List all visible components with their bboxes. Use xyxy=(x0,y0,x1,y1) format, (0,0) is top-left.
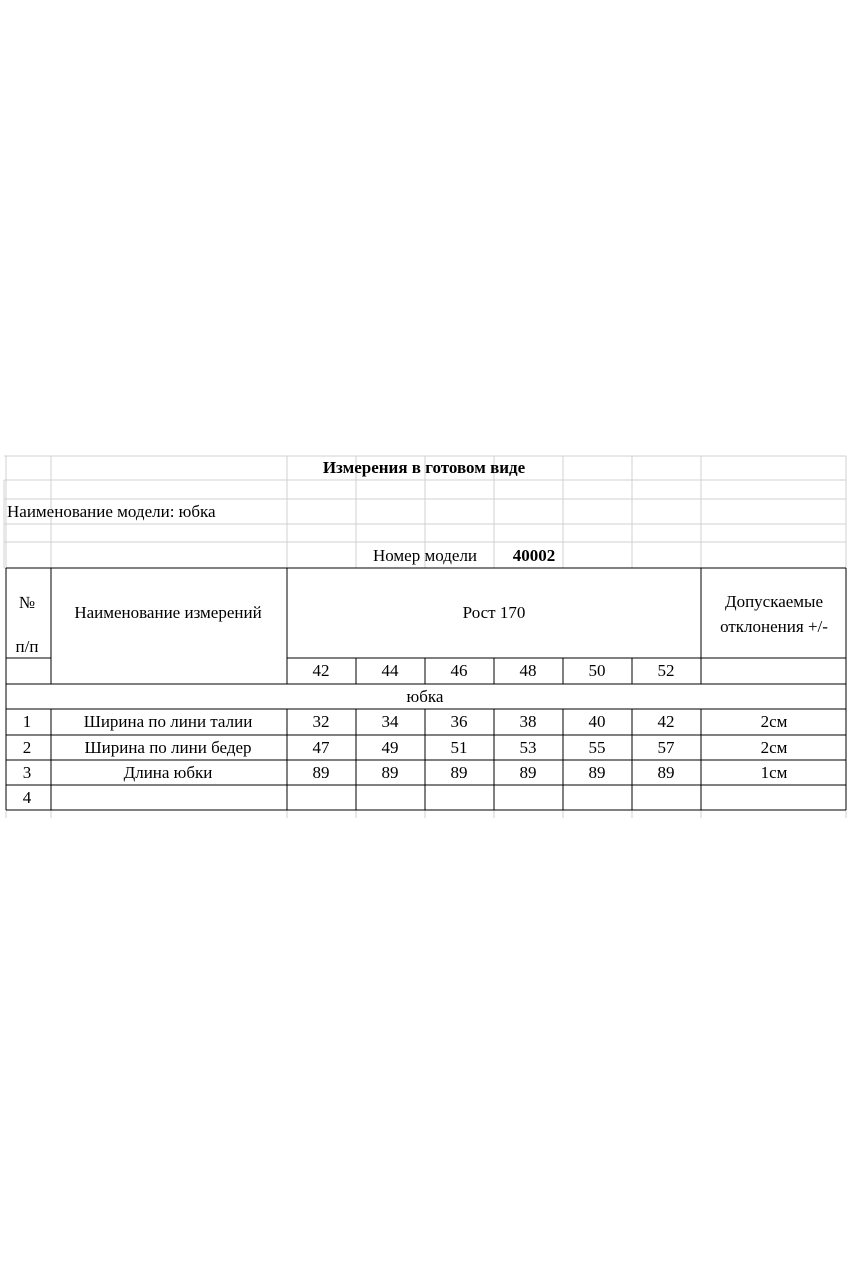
row-value: 89 xyxy=(381,763,399,782)
row-name: Ширина по лини бедер xyxy=(84,738,252,757)
row-value: 32 xyxy=(312,712,330,731)
row-num: 1 xyxy=(22,712,32,731)
row-num: 3 xyxy=(22,763,32,782)
row-value: 49 xyxy=(381,738,399,757)
row-value: 40 xyxy=(588,712,606,731)
size-44: 44 xyxy=(381,661,399,680)
row-value: 89 xyxy=(519,763,537,782)
size-48: 48 xyxy=(519,661,537,680)
row-num: 2 xyxy=(22,738,32,757)
row-value: 51 xyxy=(450,738,468,757)
header-num: № xyxy=(18,593,36,612)
row-num: 4 xyxy=(22,788,32,807)
row-tolerance: 2см xyxy=(760,712,788,731)
row-tolerance: 2см xyxy=(760,738,788,757)
row-name: Ширина по лини талии xyxy=(83,712,253,731)
row-value: 57 xyxy=(657,738,675,757)
row-name: Длина юбки xyxy=(123,763,213,782)
row-value: 38 xyxy=(519,712,537,731)
row-value: 55 xyxy=(588,738,606,757)
header-tolerance-line2: отклонения +/- xyxy=(720,617,828,636)
model-number-label: Номер модели xyxy=(372,546,478,565)
row-value: 89 xyxy=(588,763,606,782)
row-value: 47 xyxy=(312,738,330,757)
row-value: 36 xyxy=(450,712,468,731)
header-height: Рост 170 xyxy=(462,603,526,622)
row-value: 89 xyxy=(657,763,675,782)
sheet-title: Измерения в готовом виде xyxy=(322,458,526,477)
header-tolerance-line1: Допускаемые xyxy=(724,592,824,611)
header-measure-name: Наименование измерений xyxy=(74,603,262,622)
row-tolerance: 1см xyxy=(760,763,788,782)
row-value: 42 xyxy=(657,712,675,731)
row-value: 53 xyxy=(519,738,537,757)
model-name-label: Наименование модели: юбка xyxy=(7,502,216,521)
size-50: 50 xyxy=(588,661,606,680)
model-number: 40002 xyxy=(512,546,556,565)
row-value: 89 xyxy=(450,763,468,782)
row-value: 34 xyxy=(381,712,399,731)
row-value: 89 xyxy=(312,763,330,782)
header-num-sub: п/п xyxy=(15,637,39,656)
section-label: юбка xyxy=(406,687,444,706)
size-42: 42 xyxy=(312,661,330,680)
size-52: 52 xyxy=(657,661,675,680)
size-46: 46 xyxy=(450,661,468,680)
